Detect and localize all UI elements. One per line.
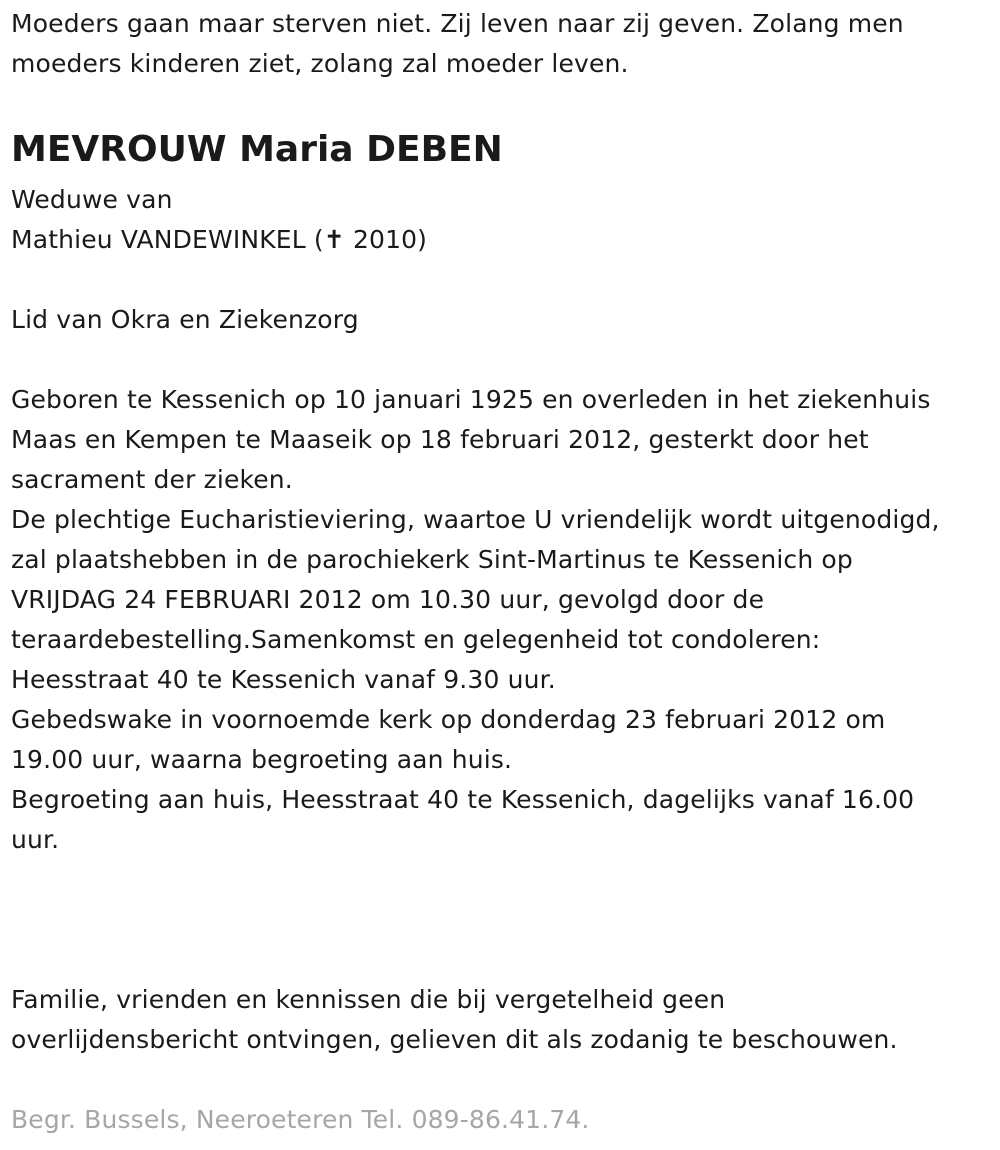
quote-line-1: Moeders gaan maar sterven niet. Zij leven naar zij geven. Zolang men [11,9,904,38]
body-line: teraardebestelling.Samenkomst en gelegenheid tot condoleren: [11,625,821,654]
notice-line-1: Familie, vrienden en kennissen die bij vergetelheid geen [11,985,726,1014]
body-line: sacrament der zieken. [11,465,293,494]
body-line: VRIJDAG 24 FEBRUARI 2012 om 10.30 uur, gevolgd door de [11,585,765,614]
funeral-director-footer: Begr. Bussels, Neeroeteren Tel. 089-86.41.74. [11,1105,590,1134]
body-line: De plechtige Eucharistieviering, waartoe U vriendelijk wordt uitgenodigd, [11,505,940,534]
body-line: Geboren te Kessenich op 10 januari 1925 en overleden in het ziekenhuis [11,385,931,414]
spouse-name: Mathieu VANDEWINKEL (✝ 2010) [11,225,428,254]
obituary-document [11,4,991,1140]
notice-line-2: overlijdensbericht ontvingen, gelieven dit als zodanig te beschouwen. [11,1025,898,1054]
body-line: zal plaatshebben in de parochiekerk Sint-Martinus te Kessenich op [11,545,853,574]
body-line: uur. [11,825,60,854]
deceased-name: MEVROUW Maria DEBEN [11,129,503,170]
body-line: Maas en Kempen te Maaseik op 18 februari 2012, gesterkt door het [11,425,869,454]
body-line: 19.00 uur, waarna begroeting aan huis. [11,745,513,774]
body-line: Gebedswake in voornoemde kerk op donderdag 23 februari 2012 om [11,705,886,734]
quote-line-2: moeders kinderen ziet, zolang zal moeder leven. [11,49,629,78]
body-line: Begroeting aan huis, Heesstraat 40 te Kessenich, dagelijks vanaf 16.00 [11,785,915,814]
widow-label: Weduwe van [11,185,173,214]
body-line: Heesstraat 40 te Kessenich vanaf 9.30 uur. [11,665,556,694]
membership-text: Lid van Okra en Ziekenzorg [11,305,359,334]
